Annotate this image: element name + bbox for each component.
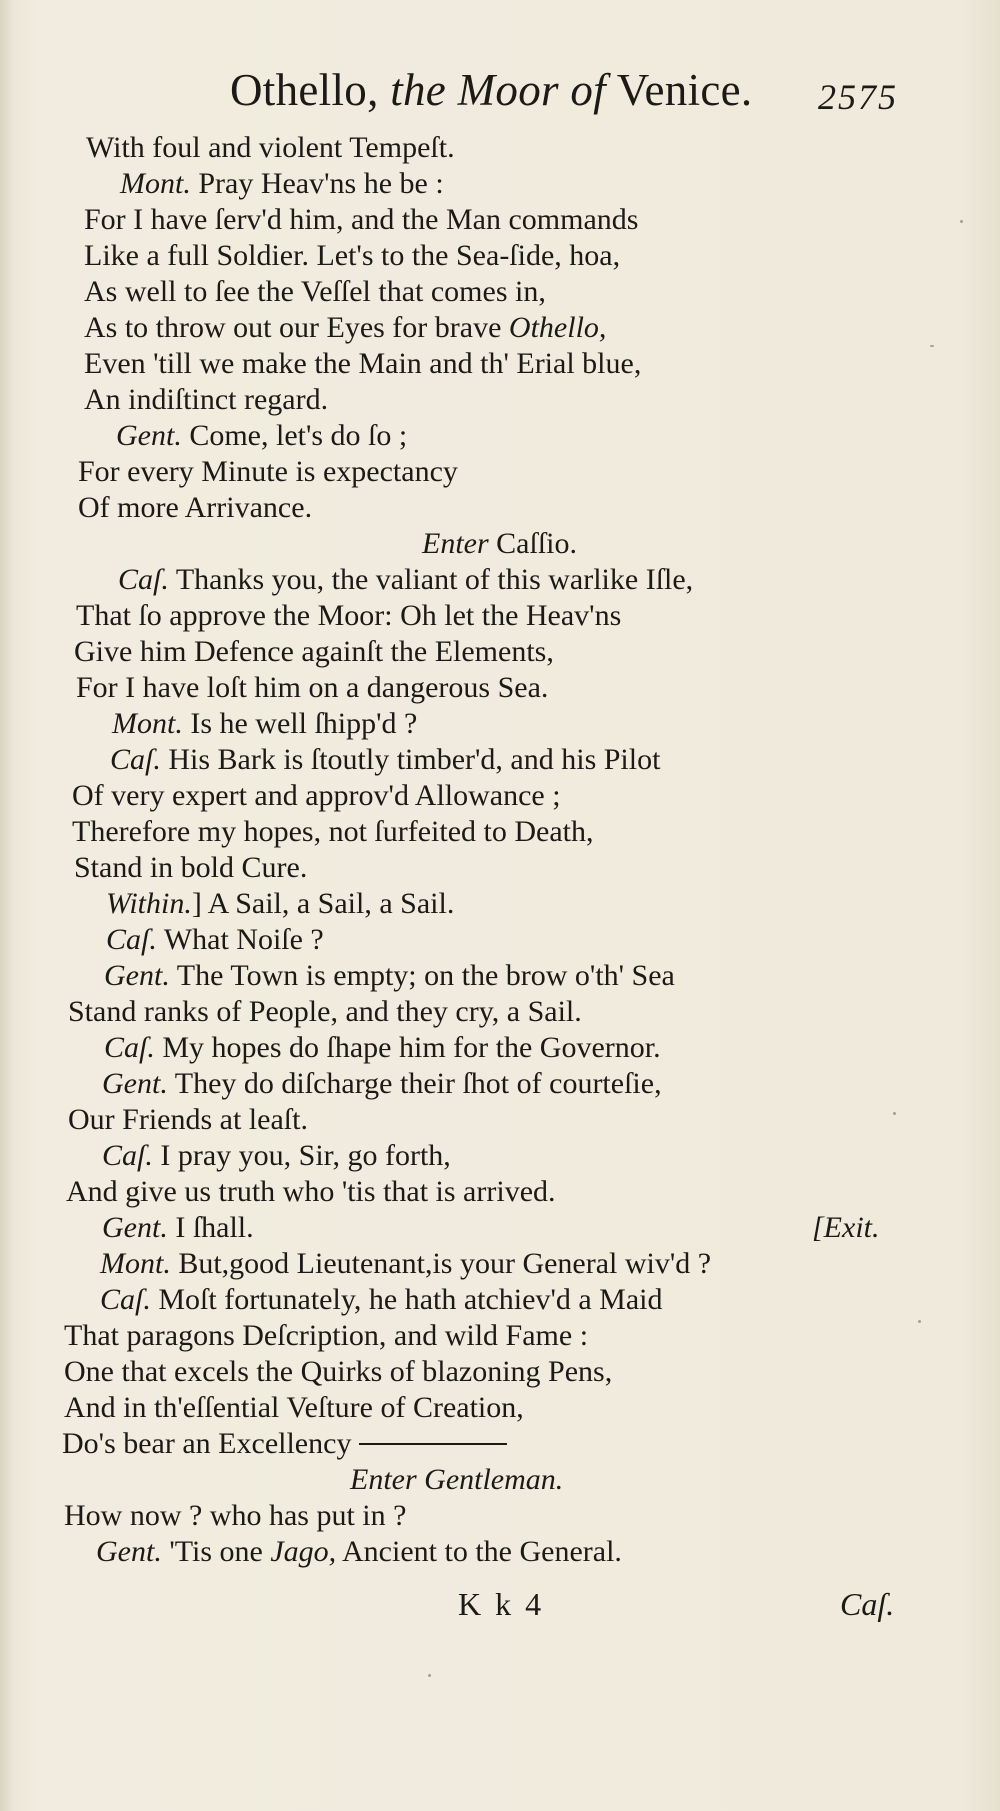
paper-speck xyxy=(918,1320,921,1323)
text-line: Gent. The Town is empty; on the brow o'th' Sea xyxy=(104,959,675,992)
speaker-name: Caſ. xyxy=(104,1031,155,1064)
text-line: Caſ. Thanks you, the valiant of this warlike Iſle, xyxy=(118,563,694,596)
text-line: Caſ. I pray you, Sir, go forth, xyxy=(102,1139,451,1172)
stage-direction-enter-cassio: Enter Caſſio. xyxy=(422,527,577,560)
text-line: Therefore my hopes, not ſurfeited to Death, xyxy=(72,815,594,848)
text-line: Give him Defence againſt the Elements, xyxy=(74,635,554,668)
page-number: 2575 xyxy=(818,77,898,117)
speaker-name: Gent. xyxy=(102,1211,168,1244)
text-line: Within.] A Sail, a Sail, a Sail. xyxy=(106,887,455,920)
text-line: That ſo approve the Moor: Oh let the Heav'ns xyxy=(76,599,622,632)
speaker-name: Mont. xyxy=(112,707,183,740)
stage-direction-exit: [Exit. xyxy=(812,1211,880,1244)
text-line: Caſ. What Noiſe ? xyxy=(106,923,324,956)
speaker-name: Mont. xyxy=(100,1247,171,1280)
text-line: Stand in bold Cure. xyxy=(74,851,308,884)
title-italic-part: the Moor of xyxy=(390,65,606,115)
text-line: Mont. But,good Lieutenant,is your General wiv'd ? xyxy=(100,1247,712,1280)
text-line: Like a full Soldier. Let's to the Sea-ſide, hoa, xyxy=(84,239,621,272)
text-line: How now ? who has put in ? xyxy=(64,1499,407,1532)
text-line: An indiſtinct regard. xyxy=(84,383,329,416)
text-line: Caſ. His Bark is ſtoutly timber'd, and his Pilot xyxy=(110,743,661,776)
running-title xyxy=(230,64,753,116)
speaker-name: Gent. xyxy=(104,959,170,992)
text-line: Mont. Pray Heav'ns he be : xyxy=(120,167,444,200)
text-line: For every Minute is expectancy xyxy=(78,455,458,488)
speaker-name: Caſ. xyxy=(100,1283,151,1316)
text-line: With foul and violent Tempeſt. xyxy=(86,131,455,164)
speaker-name: Mont. xyxy=(120,167,191,200)
text-line: One that excels the Quirks of blazoning Pens, xyxy=(64,1355,613,1388)
text-line: For I have ſerv'd him, and the Man commands xyxy=(84,203,639,236)
speaker-name: Within. xyxy=(106,887,192,920)
paper-speck xyxy=(893,1112,896,1115)
text-line: Gent. They do diſcharge their ſhot of courteſie, xyxy=(102,1067,662,1100)
speaker-name: Gent. xyxy=(102,1067,168,1100)
text-line: That paragons Deſcription, and wild Fame : xyxy=(64,1319,589,1352)
signature-mark: K k 4 xyxy=(458,1586,545,1622)
title-city-name: Venice. xyxy=(605,65,753,115)
text-line: For I have loſt him on a dangerous Sea. xyxy=(76,671,549,704)
text-line: Stand ranks of People, and they cry, a Sail. xyxy=(68,995,582,1028)
paper-speck xyxy=(960,220,963,223)
text-line: Caſ. My hopes do ſhape him for the Governor. xyxy=(104,1031,661,1064)
page-header xyxy=(0,58,1000,128)
em-dash-rule xyxy=(359,1443,507,1445)
character-name: Jago, xyxy=(270,1535,337,1568)
text-line: Gent. I ſhall. xyxy=(102,1211,254,1244)
text-line: Do's bear an Excellency xyxy=(62,1426,507,1462)
paper-speck xyxy=(930,345,934,347)
text-line: As to throw out our Eyes for brave Othello, xyxy=(84,311,607,344)
character-name: Othello, xyxy=(508,311,607,344)
text-line: Of more Arrivance. xyxy=(78,491,313,524)
text-line: Even 'till we make the Main and th' Erial blue, xyxy=(84,347,642,380)
catchword: Caſ. xyxy=(840,1586,895,1622)
speaker-name: Gent. xyxy=(96,1535,162,1568)
text-line: Our Friends at leaſt. xyxy=(68,1103,308,1136)
speaker-name: Gent. xyxy=(116,419,182,452)
text-line: Of very expert and approv'd Allowance ; xyxy=(72,779,561,812)
text-line: As well to ſee the Veſſel that comes in, xyxy=(84,275,546,308)
speaker-name: Caſ. xyxy=(102,1139,153,1172)
speaker-name: Caſ. xyxy=(118,563,169,596)
text-line: Mont. Is he well ſhipp'd ? xyxy=(112,707,418,740)
paper-speck xyxy=(428,1674,431,1677)
text-line: Gent. Come, let's do ſo ; xyxy=(116,419,408,452)
text-line: Gent. 'Tis one Jago, Ancient to the General. xyxy=(96,1535,622,1568)
text-line: And in th'eſſential Veſture of Creation, xyxy=(64,1391,524,1424)
speaker-name: Caſ. xyxy=(106,923,157,956)
speaker-name: Caſ. xyxy=(110,743,161,776)
stage-direction-enter-gentleman: Enter Gentleman. xyxy=(350,1463,564,1496)
text-line: Caſ. Moſt fortunately, he hath atchiev'd a Maid xyxy=(100,1283,663,1316)
title-play-name: Othello, xyxy=(230,65,391,115)
text-line: And give us truth who 'tis that is arrived. xyxy=(66,1175,556,1208)
